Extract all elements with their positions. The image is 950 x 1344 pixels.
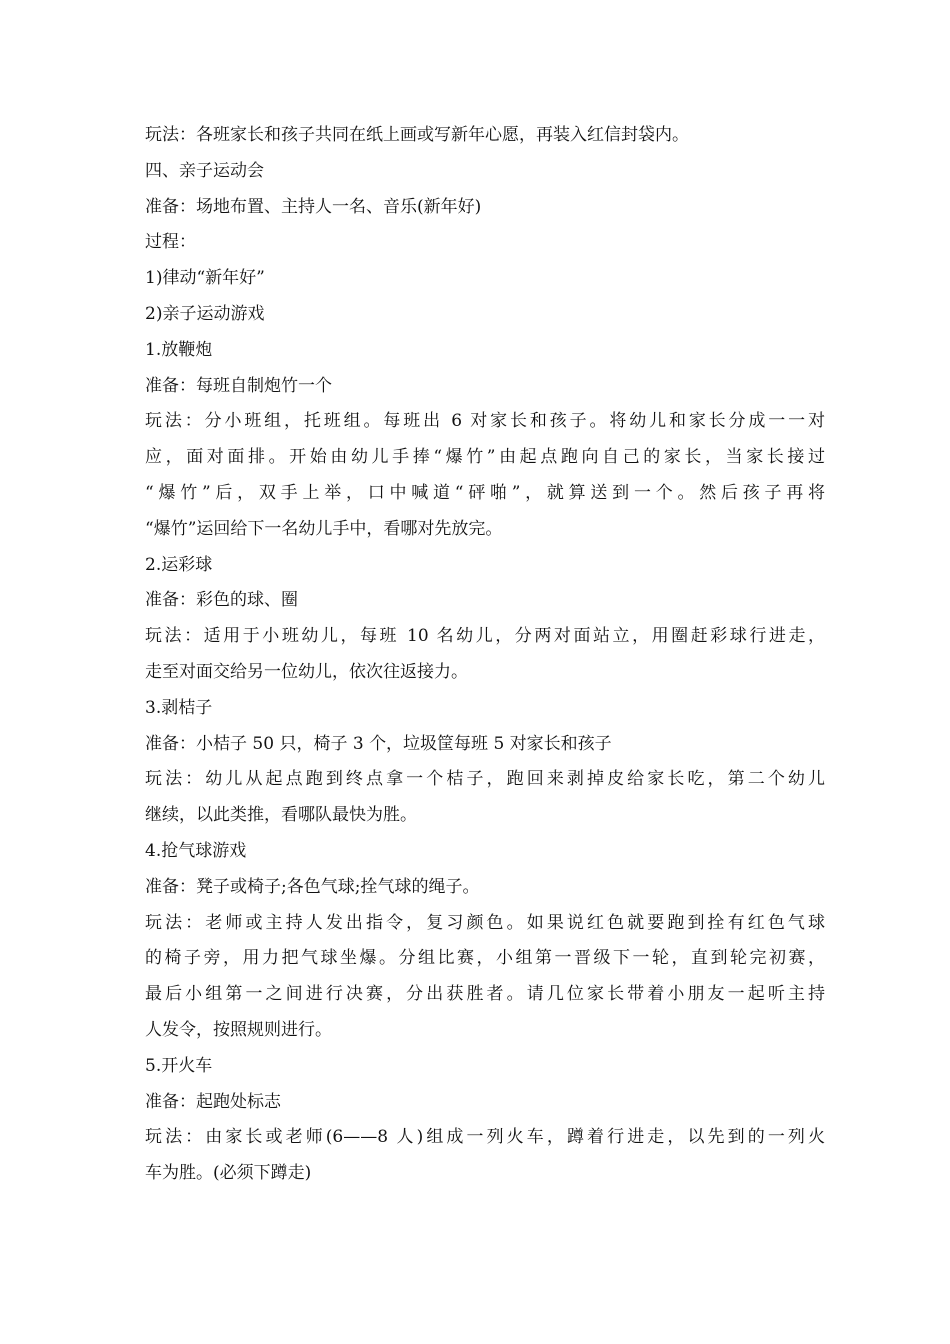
text-line: 准备：凳子或椅子;各色气球;拴气球的绳子。 (145, 876, 480, 897)
game-heading: 4.抢气球游戏 (145, 840, 247, 861)
text-line: 准备：彩色的球、圈 (145, 590, 298, 611)
document-page (145, 118, 825, 1192)
game-heading: 1.放鞭炮 (145, 339, 213, 360)
text-line: 过程： (145, 232, 196, 253)
text-line: 玩法：由家长或老师(6——8 人)组成一列火车，蹲着行进走，以先到的一列火 (145, 1127, 825, 1148)
text-line: “爆竹”运回给下一名幼儿手中，看哪对先放完。 (145, 518, 503, 539)
text-line: 最后小组第一之间进行决赛，分出获胜者。请几位家长带着小朋友一起听主持 (145, 984, 825, 1005)
text-line: 玩法：适用于小班幼儿，每班 10 名幼儿，分两对面站立，用圈赶彩球行进走， (145, 626, 825, 647)
text-line: 1)律动“新年好” (145, 268, 265, 289)
text-line: 人发令，按照规则进行。 (145, 1019, 332, 1040)
text-line: 准备：小桔子 50 只，椅子 3 个，垃圾筐每班 5 对家长和孩子 (145, 733, 612, 754)
game-heading: 2.运彩球 (145, 554, 213, 575)
text-line: 的椅子旁，用力把气球坐爆。分组比赛，小组第一晋级下一轮，直到轮完初赛， (145, 948, 825, 969)
text-line: 玩法：分小班组，托班组。每班出 6 对家长和孩子。将幼儿和家长分成一一对 (145, 411, 825, 432)
text-line: 准备：起跑处标志 (145, 1091, 281, 1112)
text-line: 玩法：各班家长和孩子共同在纸上画或写新年心愿，再装入红信封袋内。 (145, 125, 689, 145)
text-line: 应，面对面排。开始由幼儿手捧“爆竹”由起点跑向自己的家长，当家长接过 (145, 447, 825, 468)
text-line: 走至对面交给另一位幼儿，依次往返接力。 (145, 661, 468, 682)
game-heading: 5.开火车 (145, 1055, 213, 1076)
text-line: 继续，以此类推，看哪队最快为胜。 (145, 805, 417, 826)
text-line: “爆竹”后，双手上举，口中喊道“砰啪”，就算送到一个。然后孩子再将 (145, 482, 825, 503)
text-line: 玩法：老师或主持人发出指令，复习颜色。如果说红色就要跑到拴有红色气球 (145, 912, 825, 933)
text-line: 准备：场地布置、主持人一名、音乐(新年好) (145, 196, 482, 217)
game-heading: 3.剥桔子 (145, 697, 213, 718)
section-heading: 四、亲子运动会 (145, 160, 264, 181)
text-line: 准备：每班自制炮竹一个 (145, 375, 332, 396)
text-line: 2)亲子运动游戏 (145, 303, 265, 324)
text-line: 车为胜。(必须下蹲走) (145, 1163, 312, 1184)
text-line: 玩法：幼儿从起点跑到终点拿一个桔子，跑回来剥掉皮给家长吃，第二个幼儿 (145, 769, 825, 790)
